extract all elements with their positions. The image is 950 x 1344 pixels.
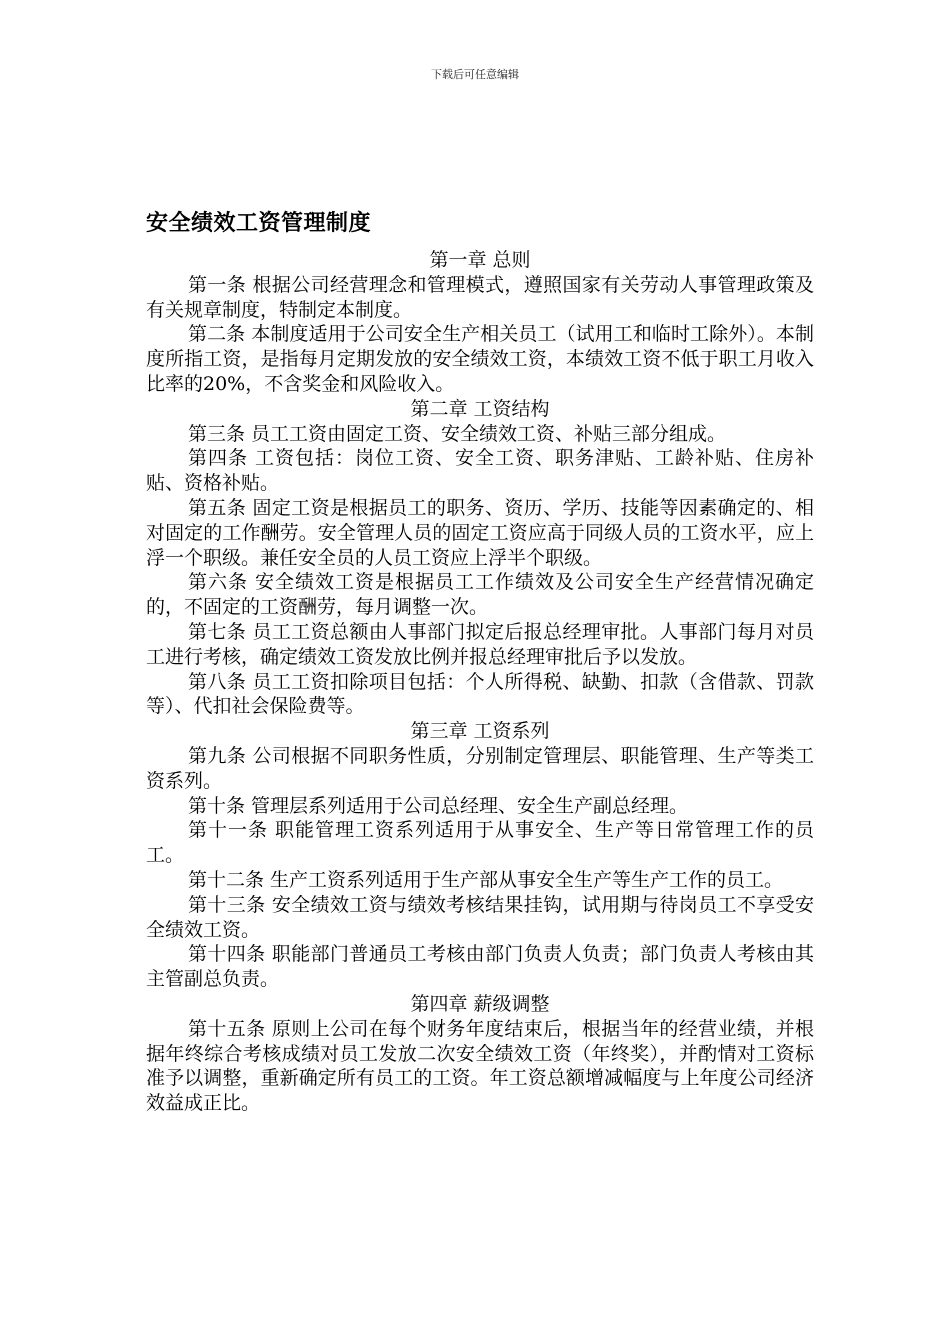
article-paragraph: 第四条 工资包括：岗位工资、安全工资、职务津贴、工龄补贴、住房补贴、资格补贴。 [146,447,814,495]
article-paragraph: 第二条 本制度适用于公司安全生产相关员工（试用工和临时工除外）。本制度所指工资，是指每月定期发放的安全绩效工资，本绩效工资不低于职工月收入比率的20%，不含奖金和风险收入。 [146,323,814,395]
article-paragraph: 第十四条 职能部门普通员工考核由部门负责人负责；部门负责人考核由其主管副总负责。 [146,943,814,991]
article-paragraph: 第十三条 安全绩效工资与绩效考核结果挂钩，试用期与待岗员工不享受安全绩效工资。 [146,893,814,941]
article-paragraph: 第七条 员工工资总额由人事部门拟定后报总经理审批。人事部门每月对员工进行考核，确定绩效工资发放比例并报总经理审批后予以发放。 [146,620,814,668]
header-note: 下载后可任意编辑 [431,68,519,81]
chapter-heading: 第一章 总则 [429,249,531,271]
document-title: 安全绩效工资管理制度 [146,211,372,236]
article-paragraph: 第五条 固定工资是根据员工的职务、资历、学历、技能等因素确定的、相对固定的工作酬劳。安全管理人员的固定工资应高于同级人员的工资水平，应上浮一个职级。兼任安全员的人员工资应上浮半个职级。 [146,496,814,569]
chapter-heading: 第二章 工资结构 [410,397,550,420]
article-paragraph: 第十一条 职能管理工资系列适用于从事安全、生产等日常管理工作的员工。 [146,819,814,867]
article-paragraph: 第九条 公司根据不同职务性质，分别制定管理层、职能管理、生产等类工资系列。 [146,744,814,792]
article-paragraph: 第十五条 原则上公司在每个财务年度结束后，根据当年的经营业绩，并根据年终综合考核成绩对员工发放二次安全绩效工资（年终奖），并酌情对工资标准予以调整，重新确定所有员工的工资。年工资总额增减幅度与上年度公司经济效益成正比。 [146,1017,814,1115]
document-body [146,248,814,1116]
article-paragraph: 第十条 管理层系列适用于公司总经理、安全生产副总经理。 [188,794,689,817]
article-paragraph: 第三条 员工工资由固定工资、安全绩效工资、补贴三部分组成。 [188,422,727,445]
article-paragraph: 第一条 根据公司经营理念和管理模式，遵照国家有关劳动人事管理政策及有关规章制度，特制定本制度。 [146,273,814,321]
article-paragraph: 第六条 安全绩效工资是根据员工工作绩效及公司安全生产经营情况确定的，不固定的工资酬劳，每月调整一次。 [146,571,814,619]
article-paragraph: 第十二条 生产工资系列适用于生产部从事安全生产等生产工作的员工。 [188,868,784,891]
article-paragraph: 第八条 员工工资扣除项目包括：个人所得税、缺勤、扣款（含借款、罚款等）、代扣社会保险费等。 [146,670,814,718]
chapter-heading: 第三章 工资系列 [410,720,550,743]
chapter-heading: 第四章 薪级调整 [410,992,550,1015]
